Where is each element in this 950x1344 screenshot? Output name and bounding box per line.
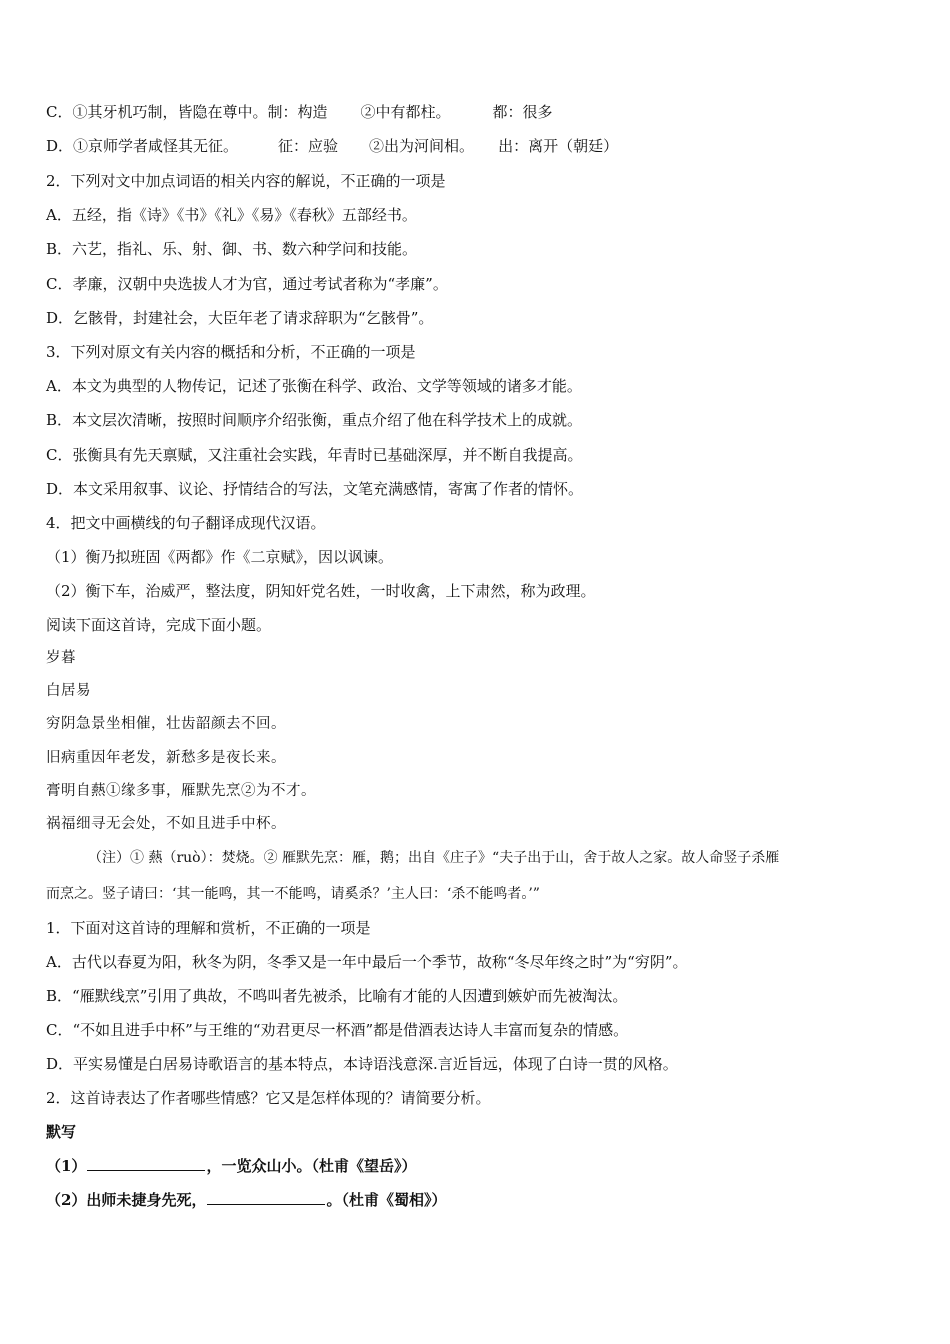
q1-option-c-sentence2: ②中有都柱。 [360,103,451,121]
q1-option-d-sentence2: ②出为河间相。 [369,137,475,155]
poem-q1-option-a: A．古代以春夏为阳，秋冬为阴，冬季又是一年中最后一个季节，故称“冬尽年终之时”为“穷阴”。 [46,953,688,971]
poem-line-4: 祸福细寻无会处，不如且进手中杯。 [46,816,286,832]
q1-option-c [46,102,553,122]
dictation-item-1 [46,1156,416,1176]
poem-intro: 阅读下面这首诗，完成下面小题。 [46,616,272,634]
poem-line-3: 膏明自爇①缘多事，雁默先烹②为不才。 [46,783,316,799]
poem-title: 岁暮 [46,650,76,666]
q1-option-d-main: D．①京师学者咸怪其无征。 [46,137,239,155]
dictation-item-2-suffix: 。（杜甫《蜀相》） [326,1191,447,1209]
dictation-item-2-prefix: （2）出师未捷身先死， [46,1191,207,1209]
q1-option-d [46,136,618,156]
q3-option-c: C．张衡具有先天禀赋，又注重社会实践，年青时已基础深厚，并不断自我提高。 [46,446,583,464]
q1-option-d-gloss2: 出：离开（朝廷） [498,137,619,155]
poem-q1-option-c: C．“不如且进手中杯”与王维的“劝君更尽一杯酒”都是借酒表达诗人丰富而复杂的情感。 [46,1021,629,1039]
poem-q1-option-b: B．“雁默线烹”引用了典故，不鸣叫者先被杀，比喻有才能的人因遭到嫉妒而先被淘汰。 [46,987,628,1005]
q2-option-b: B．六艺，指礼、乐、射、御、书、数六种学问和技能。 [46,240,418,258]
dictation-blank-2[interactable] [207,1190,325,1205]
poem-q1-stem: 1．下面对这首诗的理解和赏析，不正确的一项是 [46,919,371,937]
q1-option-c-gloss2: 都：很多 [492,103,553,121]
dictation-item-2 [46,1190,446,1210]
poem-note-line-1: （注）① 爇（ruò）：焚烧。② 雁默先烹：雁，鹅；出自《庄子》“夫子出于山，舍于故人之家。故人命竖子杀雁 [88,850,780,866]
dictation-heading: 默写 [46,1123,77,1141]
q3-stem: 3．下列对原文有关内容的概括和分析，不正确的一项是 [46,343,416,361]
poem-line-2: 旧病重因年老发，新愁多是夜长来。 [46,750,286,766]
q2-option-c: C．孝廉，汉朝中央选拔人才为官，通过考试者称为“孝廉”。 [46,275,448,293]
poem-line-1: 穷阴急景坐相催，壮齿韶颜去不回。 [46,716,286,732]
dictation-item-1-suffix: ，一览众山小。（杜甫《望岳》） [206,1157,417,1175]
q1-option-c-main: C．①其牙机巧制，皆隐在尊中。制：构造 [46,103,328,121]
q4-item-2: （2）衡下车，治威严，整法度，阴知奸党名姓，一时收禽，上下肃然，称为政理。 [46,582,596,600]
q1-option-d-gloss1: 征：应验 [278,137,339,155]
q2-stem: 2．下列对文中加点词语的相关内容的解说，不正确的一项是 [46,172,446,190]
dictation-blank-1[interactable] [87,1156,205,1171]
q4-stem: 4．把文中画横线的句子翻译成现代汉语。 [46,514,326,532]
q2-option-a: A．五经，指《诗》《书》《礼》《易》《春秋》五部经书。 [46,206,417,224]
q3-option-a: A．本文为典型的人物传记，记述了张衡在科学、政治、文学等领域的诸多才能。 [46,377,582,395]
q4-item-1: （1）衡乃拟班固《两都》作《二京赋》，因以讽谏。 [46,548,394,566]
dictation-item-1-prefix: （1） [46,1157,87,1175]
poem-note-line-2: 而烹之。竖子请曰：‘其一能鸣，其一不能鸣，请奚杀？’主人曰：‘杀不能鸣者。’” [46,886,540,902]
q2-option-d: D．乞骸骨，封建社会，大臣年老了请求辞职为“乞骸骨”。 [46,309,434,327]
poem-author: 白居易 [46,683,91,699]
q3-option-d: D．本文采用叙事、议论、抒情结合的写法，文笔充满感情，寄寓了作者的情怀。 [46,480,584,498]
poem-q2-stem: 2．这首诗表达了作者哪些情感？它又是怎样体现的？请简要分析。 [46,1089,491,1107]
poem-q1-option-d: D．平实易懂是白居易诗歌语言的基本特点，本诗语浅意深.言近旨远，体现了白诗一贯的风格。 [46,1055,678,1073]
q3-option-b: B．本文层次清晰，按照时间顺序介绍张衡，重点介绍了他在科学技术上的成就。 [46,411,583,429]
